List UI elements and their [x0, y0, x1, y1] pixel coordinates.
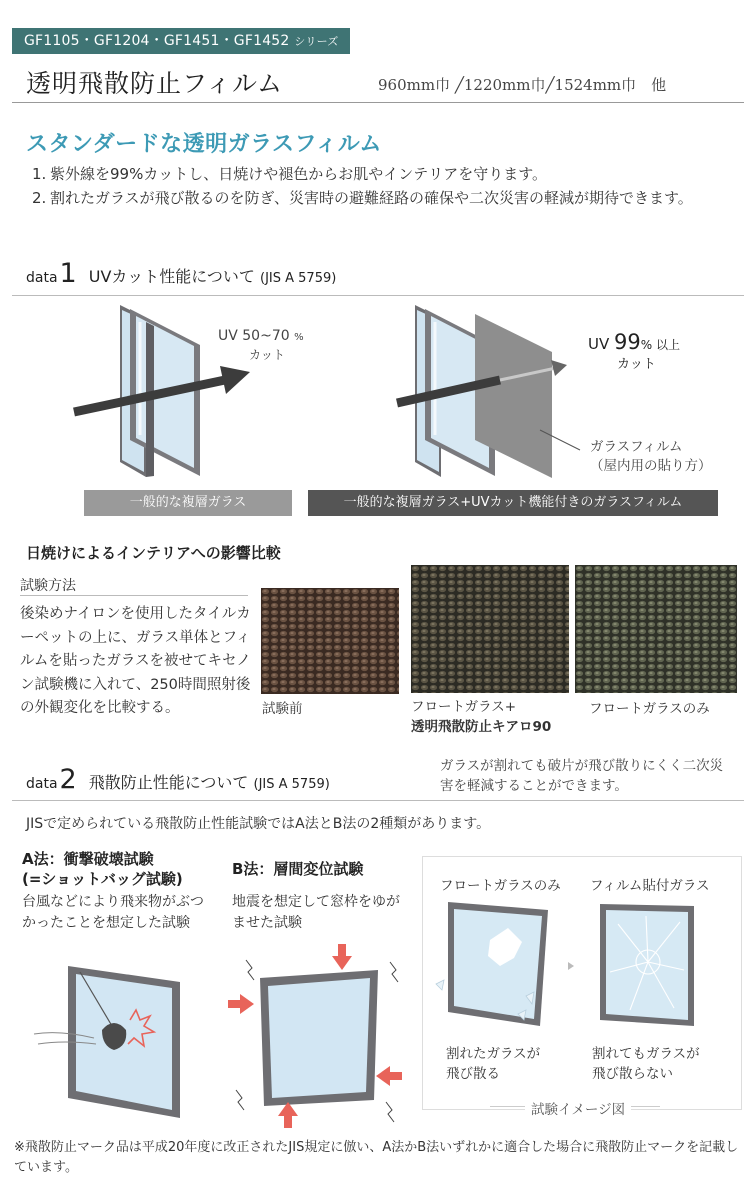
label-normal-glass: 一般的な複層ガラス [84, 490, 292, 516]
footnote: ※飛散防止マーク品は平成20年度に改正されたJIS規定に倣い、A法かB法いずれかに適合した場合に飛散防止マークを記載しています。 [14, 1140, 739, 1175]
caption-float: フロートガラスのみ [589, 701, 710, 717]
section-number: 2 [59, 764, 77, 795]
feature-item-1 [32, 162, 732, 186]
section-title: 飛散防止性能について [88, 773, 249, 792]
film-label [590, 438, 712, 476]
uv-right-prefix: UV [588, 335, 610, 353]
deflection-diagram [226, 940, 416, 1130]
uv-left-unit: % [294, 332, 304, 343]
caption-film [411, 697, 551, 737]
jis-code: (JIS A 5759) [253, 777, 330, 792]
uv-left-cut: カット [249, 348, 285, 362]
jis-code: (JIS A 5759) [260, 271, 337, 286]
feature-number: 1. [32, 165, 47, 183]
data-label: data [26, 776, 58, 792]
feature-text: 割れたガラスが飛び散るのを防ぎ、災害時の避難経路の確保や二次災害の軽減が期待できます。 [50, 189, 693, 207]
feature-number: 2. [32, 189, 47, 207]
method-a-title-line2: (=ショットバッグ試験) [22, 870, 183, 888]
feature-list [32, 162, 732, 210]
method-b-title: B法：層間変位試験 [232, 860, 364, 878]
film-glass-label: フィルム貼付ガラス [590, 878, 710, 894]
feature-item-2 [32, 186, 710, 210]
uv-right-cut: カット [617, 357, 656, 372]
section-title: UVカット性能について [88, 267, 255, 286]
section1-divider [12, 295, 744, 296]
uv-right-label [588, 330, 680, 354]
section-number: 1 [59, 258, 77, 289]
film-label-line1: ガラスフィルム [590, 439, 683, 455]
scatter-label-line2: 飛び散る [446, 1066, 500, 1082]
carpet-float-photo [575, 565, 737, 693]
carpet-film-photo [411, 565, 569, 693]
series-suffix: シリーズ [294, 35, 339, 48]
break-comparison [430, 900, 730, 1030]
noscatter-label-line2: 飛び散らない [592, 1066, 673, 1082]
caption-before: 試験前 [262, 701, 303, 717]
noscatter-label [592, 1044, 700, 1084]
method-heading: 試験方法 [20, 578, 76, 594]
scatter-label-line1: 割れたガラスが [446, 1046, 541, 1062]
method-b-desc: 地震を想定して窓枠をゆがませた試験 [232, 894, 400, 931]
float-only-label: フロートガラスのみ [440, 878, 561, 894]
series-tag [12, 28, 350, 54]
method-text: 後染めナイロンを使用したタイルカーペットの上に、ガラス単体とフィルムを貼ったガラスを被せてキセノン試験機に入れて、250時間照射後の外観変化を比較する。 [20, 606, 251, 716]
size-list: 960mm巾 ╱1220mm巾╱1524mm巾 他 [378, 76, 667, 94]
section2-heading [26, 764, 330, 795]
uv-left-value: UV 50~70 [218, 328, 290, 344]
caption-film-line2: 透明飛散防止キアロ90 [411, 719, 552, 735]
data-label: data [26, 270, 58, 286]
label-film-glass: 一般的な複層ガラス+UVカット機能付きのガラスフィルム [308, 490, 718, 516]
scatter-label [446, 1044, 540, 1084]
method-divider [20, 595, 248, 596]
intro-heading: スタンダードな透明ガラスフィルム [26, 132, 382, 157]
method-a-title-line1: A法：衝撃破壊試験 [22, 850, 154, 868]
section2-note: ガラスが割れても破片が飛び散りにくく二次災害を軽減することができます。 [440, 758, 724, 794]
page-title: 透明飛散防止フィルム [26, 69, 284, 98]
uv-left-label [218, 328, 304, 344]
section2-divider [12, 800, 744, 801]
series-main: GF1105・GF1204・GF1451・GF1452 [24, 33, 290, 49]
compare-arrow-icon [568, 962, 574, 970]
film-label-line2: （屋内用の貼り方） [590, 458, 712, 474]
method-a-desc: 台風などにより飛来物がぶつかったことを想定した試験 [22, 894, 204, 931]
noscatter-label-line1: 割れてもガラスが [592, 1046, 700, 1062]
shotbag-diagram [30, 960, 210, 1120]
jis-methods-line: JISで定められている飛散防止性能試験ではA法とB法の2種類があります。 [26, 816, 491, 832]
header-divider [12, 102, 744, 103]
feature-text: 紫外線を99%カットし、日焼けや褪色からお肌やインテリアを守ります。 [50, 165, 547, 183]
uv-right-value: 99 [614, 330, 641, 354]
carpet-before-photo [261, 588, 399, 694]
method-a-title [22, 849, 183, 889]
sunburn-heading: 日焼けによるインテリアへの影響比較 [26, 544, 281, 562]
uv-right-unit: % 以上 [640, 338, 680, 352]
caption-film-line1: フロートガラス+ [411, 699, 517, 715]
section1-heading [26, 258, 336, 289]
test-image-caption: 試験イメージ図 [525, 1098, 631, 1118]
